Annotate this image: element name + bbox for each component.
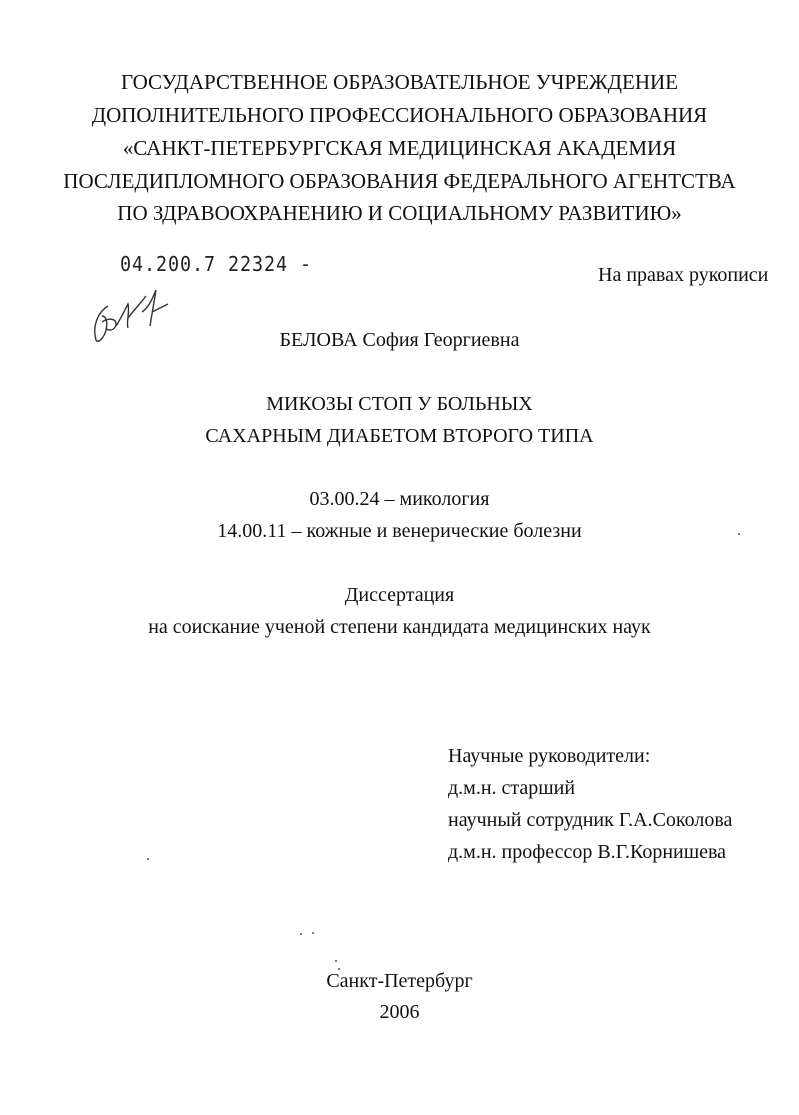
scan-speck: [738, 533, 740, 535]
scan-speck: [300, 933, 302, 935]
specialty-line-1: 03.00.24 – микология: [309, 488, 490, 510]
header-line-1: ГОСУДАРСТВЕННОЕ ОБРАЗОВАТЕЛЬНОЕ УЧРЕЖДЕНИЕ: [121, 70, 678, 94]
scan-speck: [147, 858, 149, 860]
supervisor-line-1: д.м.н. старший: [448, 777, 576, 799]
dissertation-title-line-1: МИКОЗЫ СТОП У БОЛЬНЫХ: [266, 393, 533, 415]
scan-speck: [312, 932, 314, 934]
header-line-2: ДОПОЛНИТЕЛЬНОГО ПРОФЕССИОНАЛЬНОГО ОБРАЗОВАНИЯ: [91, 103, 708, 127]
header-line-3: «САНКТ-ПЕТЕРБУРГСКАЯ МЕДИЦИНСКАЯ АКАДЕМИЯ: [122, 136, 677, 160]
header-line-5: ПО ЗДРАВООХРАНЕНИЮ И СОЦИАЛЬНОМУ РАЗВИТИЮ»: [117, 201, 682, 225]
header-line-4: ПОСЛЕДИПЛОМНОГО ОБРАЗОВАНИЯ ФЕДЕРАЛЬНОГО АГЕНТСТВА: [63, 169, 736, 193]
author-name: БЕЛОВА София Георгиевна: [279, 329, 520, 351]
scan-speck: [338, 968, 340, 970]
supervisor-line-2: научный сотрудник Г.А.Соколова: [448, 809, 733, 831]
dissertation-title-line-2: САХАРНЫМ ДИАБЕТОМ ВТОРОГО ТИПА: [205, 425, 594, 447]
rights-note: На правах рукописи: [598, 264, 769, 286]
city: Санкт-Петербург: [326, 970, 473, 992]
specialty-line-2: 14.00.11 – кожные и венерические болезни: [217, 520, 582, 542]
work-type-line-2: на соискание ученой степени кандидата медицинских наук: [148, 616, 651, 638]
supervisors-heading: Научные руководители:: [448, 745, 651, 767]
supervisor-line-3: д.м.н. профессор В.Г.Корнишева: [448, 841, 727, 863]
work-type-line-1: Диссертация: [344, 584, 455, 606]
year: 2006: [379, 1001, 420, 1023]
scan-speck: [335, 960, 337, 962]
library-stamp-number: 04.200.7 22324 -: [120, 252, 312, 276]
